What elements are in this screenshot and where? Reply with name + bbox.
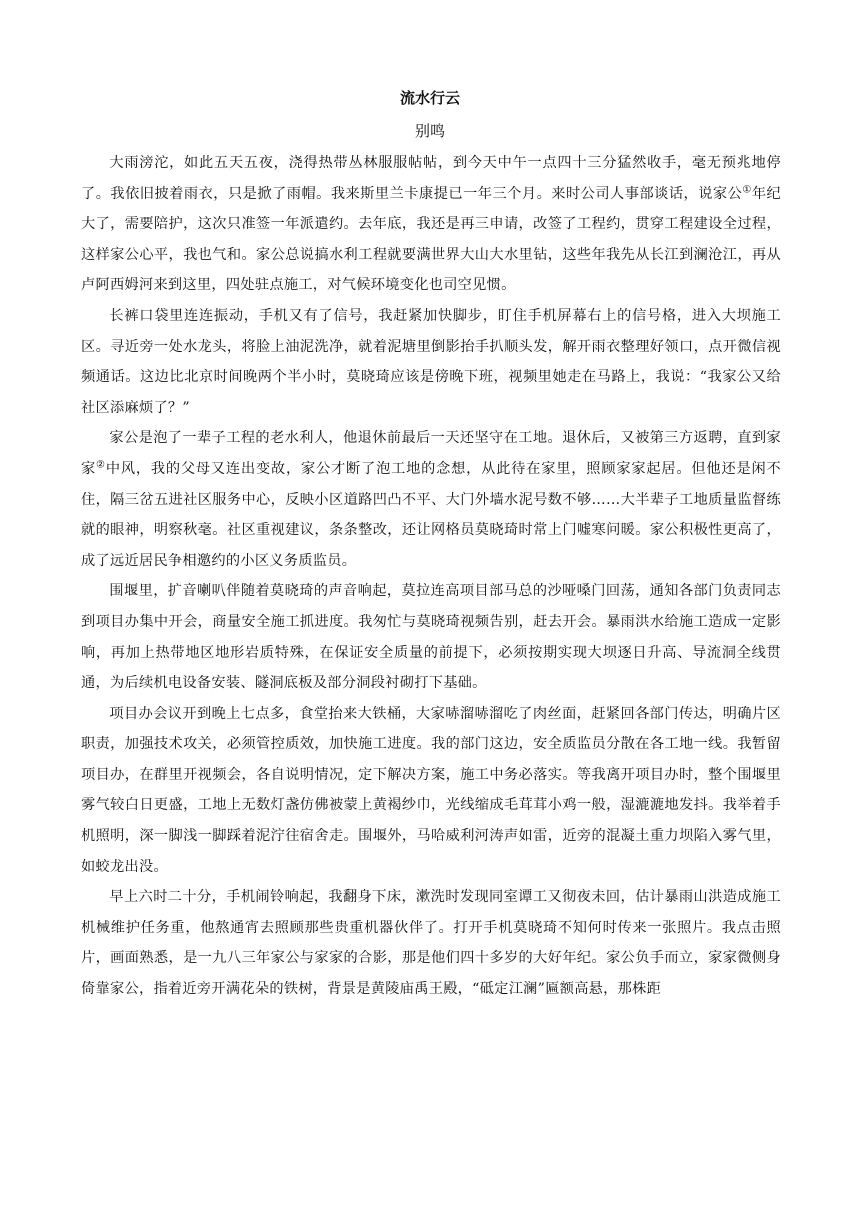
paragraph-3-text-a: 家公是泡了一辈子工程的老水利人，他退休前最后一天还坚守在工地。退休后，又被第三方返聘，直到家家 <box>81 430 781 477</box>
paragraph-6: 早上六时二十分，手机闹铃响起，我翻身下床，漱洗时发现同室谭工又彻夜未回，估计暴雨山洪造成施工机械维护任务重，他熬通宵去照顾那些贵重机器伙伴了。打开手机莫晓琦不知何时传来一张照片。我点击照片，画面熟悉，是一九八三年家公与家家的合影，那是他们四十多岁的大好年纪。家公负手而立，家家微侧身倚靠家公，指着近旁开满花朵的铁树，背景是黄陵庙禹王殿，“砥定江澜”匾额高悬，那株距 <box>81 889 781 998</box>
paragraph-3-text-b: 中风，我的父母又连出变故，家公才断了泡工地的念想，从此待在家里，照顾家家起居。但他还是闲不住，隔三岔五进社区服务中心，反映小区道路凹凸不平、大门外墙水泥号数不够……大半辈子工地质量监督练就的眼神，明察秋毫。社区重视建议，条条整改，还让网格员莫晓琦时常上门嘘寒问暖。家公积极性更高了，成了远近居民争相邀约的小区义务质监员。 <box>81 460 781 569</box>
article-author: 别鸣 <box>414 122 445 140</box>
footnote-marker-1: ① <box>742 183 752 195</box>
article-title: 流水行云 <box>399 89 460 107</box>
paragraph-4: 围堰里，扩音喇叭伴随着莫晓琦的声音响起，莫拉连高项目部马总的沙哑嗓门回荡，通知各部门负责同志到项目办集中开会，商量安全施工抓进度。我匆忙与莫晓琦视频告别，赶去开会。暴雨洪水给施工造成一定影响，再加上热带地区地形岩质特殊，在保证安全质量的前提下，必须按期实现大坝逐日升高、导流洞全线贯通，为后续机电设备安装、隧洞底板及部分洞段衬砌打下基础。 <box>81 583 781 692</box>
paragraph-3 <box>81 423 781 576</box>
paragraph-1-text-b: 年纪大了，需要陪护，这次只准签一年派遣约。去年底，我还是再三申请，改签了工程约，贯穿工程建设全过程，这样家公心平，我也气和。家公总说搞水利工程就要满世界大山大水里钻，这些年我先从长江到澜沧江，再从卢阿西姆河来到这里，四处驻点施工，对气候环境变化也司空见惯。 <box>81 185 781 294</box>
footnote-marker-2: ② <box>96 459 106 471</box>
paragraph-2: 长裤口袋里连连振动，手机又有了信号，我赶紧加快脚步，盯住手机屏幕右上的信号格，进入大坝施工区。寻近旁一处水龙头，将脸上油泥洗净，就着泥塘里倒影抬手扒顺头发，解开雨衣整理好领口，点开微信视频通话。这边比北京时间晚两个半小时，莫晓琦应该是傍晚下班，视频里她走在马路上，我说：“我家公又给社区添麻烦了？” <box>81 307 781 416</box>
paragraph-1-text-a: 大雨滂沱，如此五天五夜，浇得热带丛林服服帖帖，到今天中午一点四十三分猛然收手，毫无预兆地停了。我依旧披着雨衣，只是掀了雨帽。我来斯里兰卡康提已一年三个月。来时公司人事部谈话，说家公 <box>81 155 781 202</box>
article-body <box>81 148 781 1005</box>
paragraph-1 <box>81 148 781 301</box>
paragraph-5: 项目办会议开到晚上七点多，食堂抬来大铁桶，大家哧溜哧溜吃了肉丝面，赶紧回各部门传达，明确片区职责，加强技术攻关，必须管控质效，加快施工进度。我的部门这边，安全质监员分散在各工地一线。我暂留项目办，在群里开视频会，各自说明情况，定下解决方案，施工中务必落实。等我离开项目办时，整个围堰里雾气较白日更盛，工地上无数灯盏仿佛被蒙上黄褐纱巾，光线缩成毛茸茸小鸡一般，湿漉漉地发抖。我举着手机照明，深一脚浅一脚踩着泥泞往宿舍走。围堰外，马哈威利河涛声如雷，近旁的混凝土重力坝陷入雾气里，如蛟龙出没。 <box>81 705 781 875</box>
